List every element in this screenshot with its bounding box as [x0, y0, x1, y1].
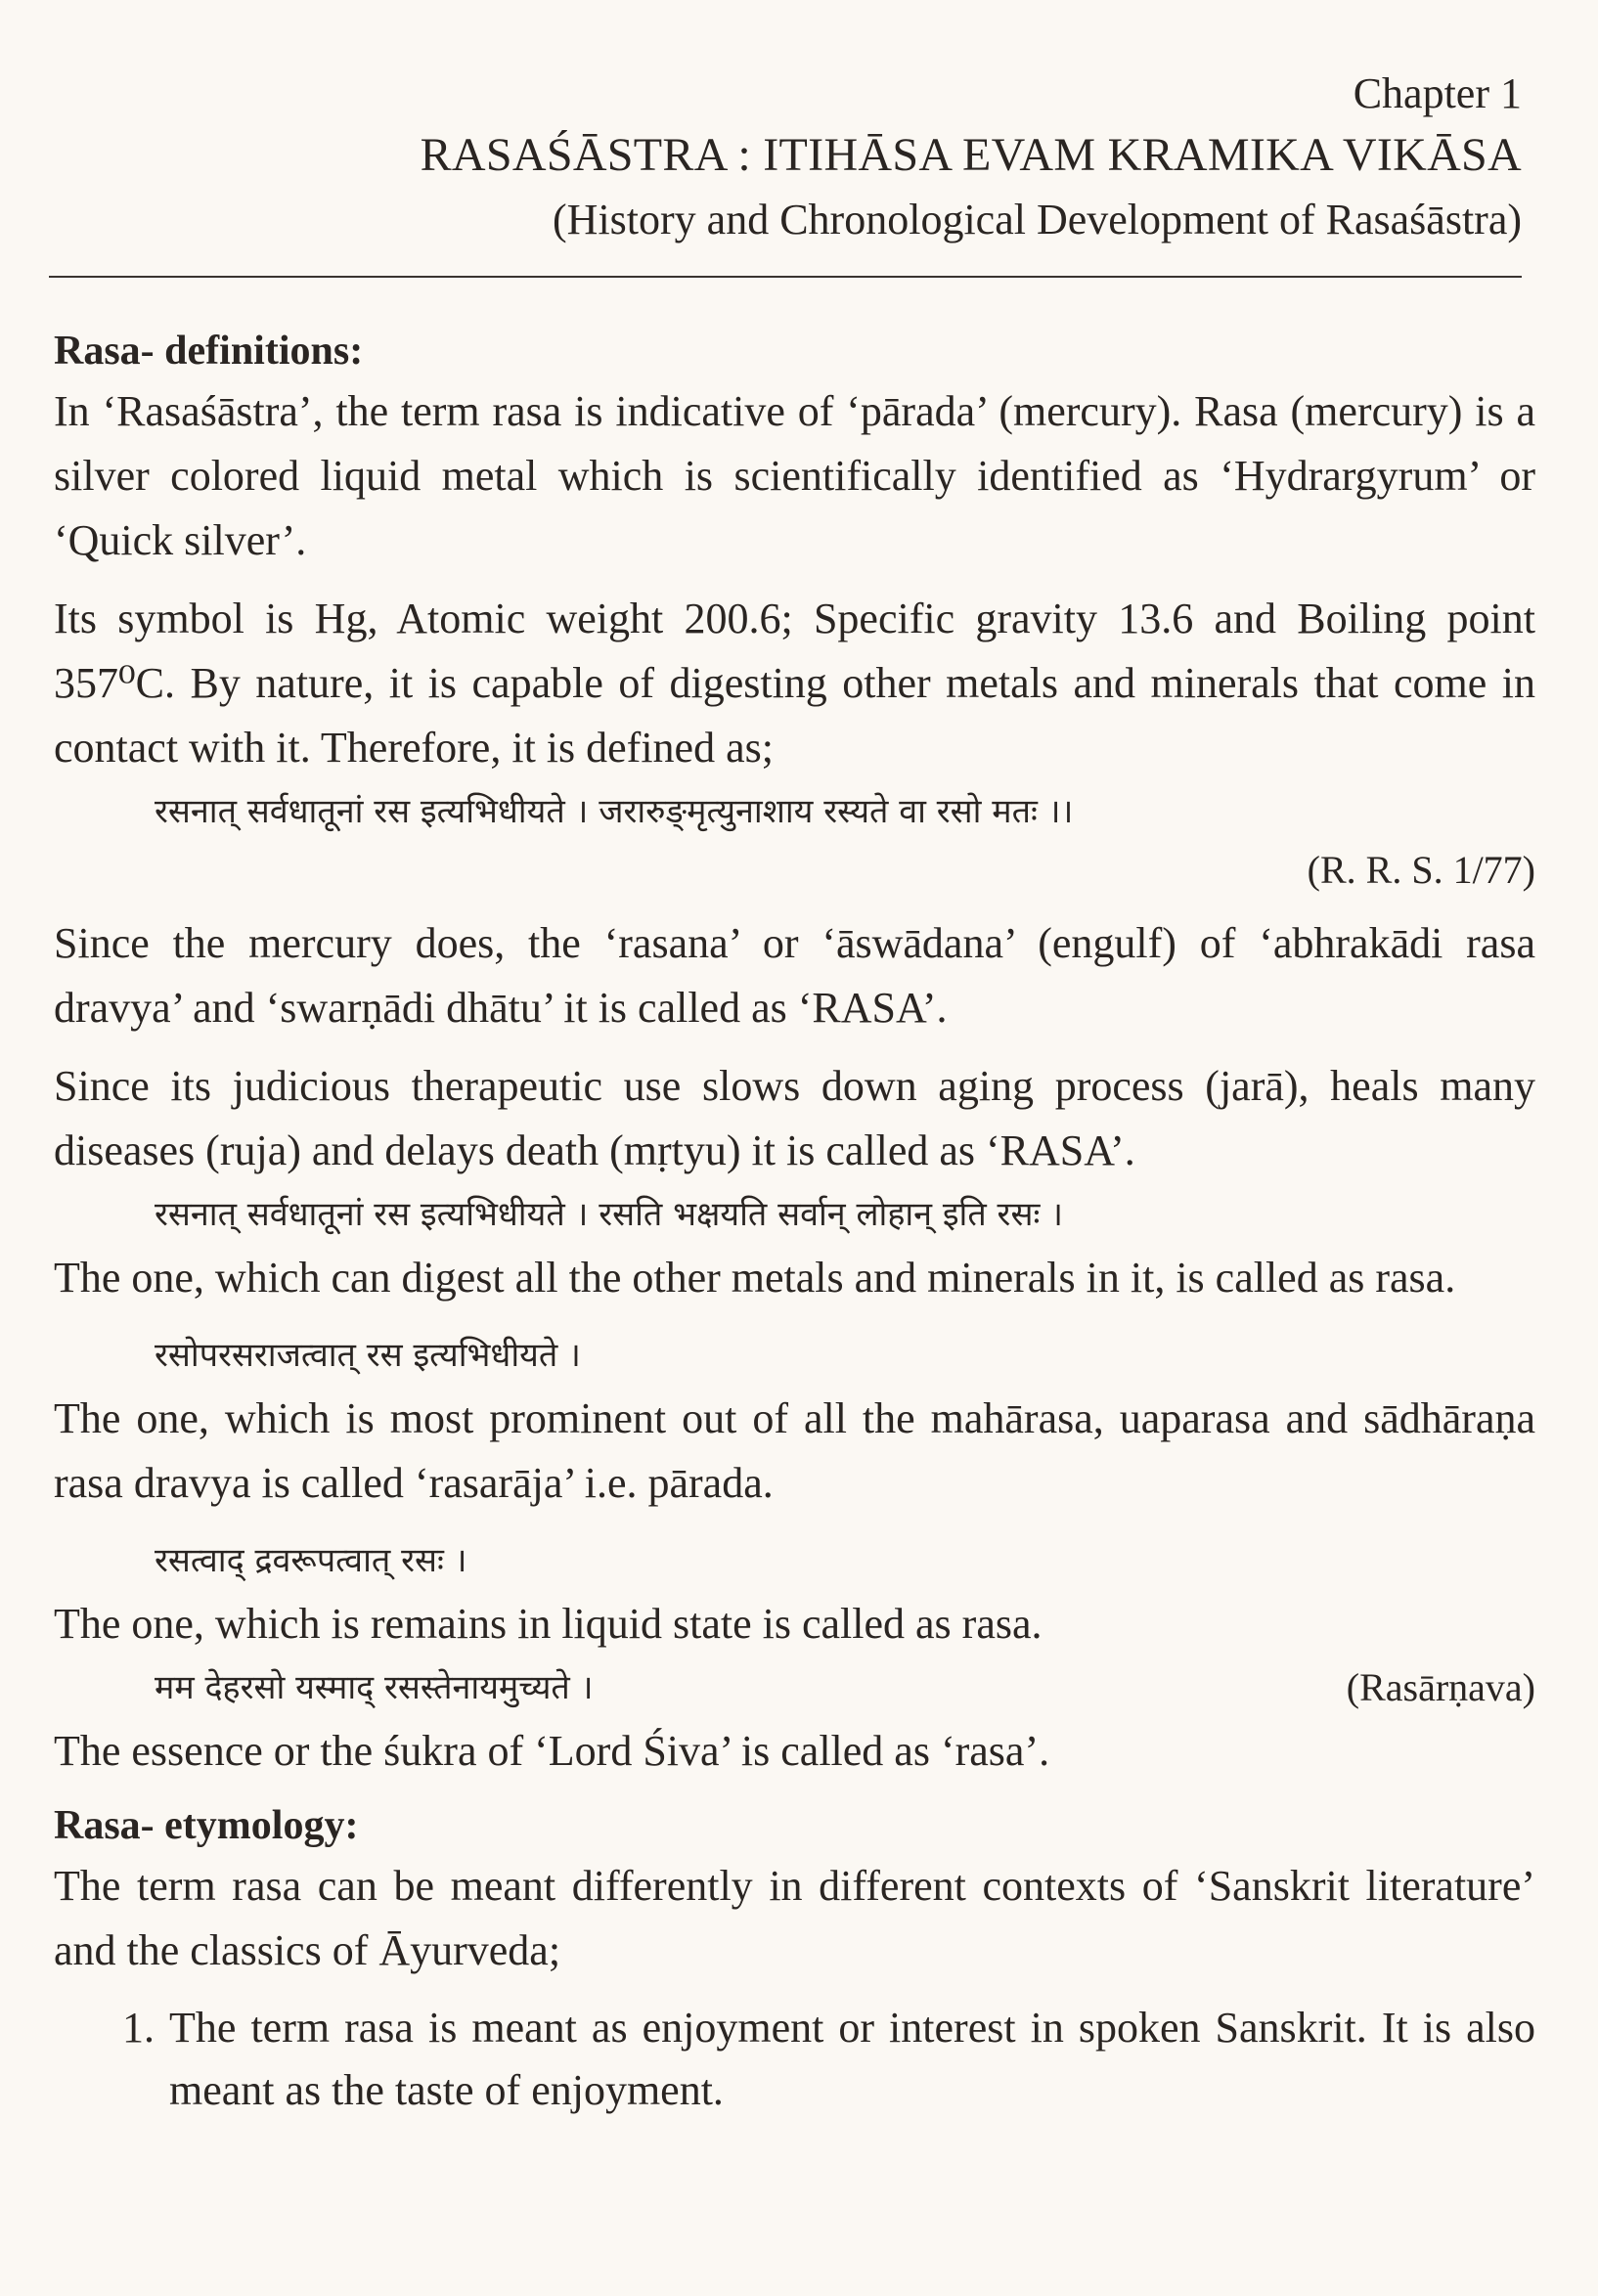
- spacer: [54, 573, 1535, 587]
- paragraph-rasana: Since the mercury does, the ‘rasana’ or ‘āswādana’ (engulf) of ‘abhrakādi rasa dravya’ and ‘swarṇādi dhātu’ it is called as ‘RASA’.: [54, 919, 1535, 1032]
- spacer: [54, 898, 1535, 911]
- paragraph-rasa-mercury: In ‘Rasaśāstra’, the term rasa is indicative of ‘pārada’ (mercury). Rasa (mercury) is a silver colored liquid metal which is scientifically identified as ‘Hydrargyrum’ or ‘Quick silver’.: [54, 387, 1535, 564]
- list-item: [54, 1997, 1535, 2122]
- chapter-number: Chapter 1: [1353, 69, 1522, 117]
- verse-reference-rasarnava: (Rasārṇava): [1346, 1665, 1535, 1709]
- paragraph-etymology-intro: The term rasa can be meant differently in different contexts of ‘Sanskrit literature’ and the classics of Āyurveda;: [54, 1862, 1535, 1974]
- sanskrit-verse-3: [54, 1324, 1535, 1387]
- chapter-header: [421, 68, 1522, 250]
- spacer: [54, 1310, 1535, 1324]
- paragraph-rasaraja: The one, which is most prominent out of all the mahārasa, uaparasa and sādhāraṇa rasa dravya is called ‘rasarāja’ i.e. pārada.: [54, 1394, 1535, 1507]
- spacer: [54, 1040, 1535, 1054]
- chapter-title: RASAŚĀSTRA : ITIHĀSA EVAM KRAMIKA VIKĀSA: [420, 129, 1522, 181]
- sanskrit-verse-5: [54, 1656, 1535, 1719]
- paragraph-liquid-state: The one, which is remains in liquid state is called as rasa.: [54, 1600, 1043, 1648]
- chapter-body: [54, 323, 1535, 2122]
- verse-text: रसत्वाद् द्रवरूपत्वात् रसः ।: [155, 1541, 467, 1580]
- list-item-text: The term rasa is meant as enjoyment or interest in spoken Sanskrit. It is also meant as the taste of enjoyment.: [169, 2004, 1535, 2114]
- sanskrit-verse-1: [54, 780, 1535, 843]
- verse-text: रसोपरसराजत्वात् रस इत्यभिधीयते ।: [155, 1336, 581, 1375]
- sanskrit-verse-4: [54, 1529, 1535, 1592]
- paragraph-therapeutic-use: Since its judicious therapeutic use slows down aging process (jarā), heals many diseases (ruja) and delays death (mṛtyu) it is called as ‘RASA’.: [54, 1062, 1535, 1174]
- sanskrit-verse-2: [54, 1183, 1535, 1246]
- paragraph-essence-siva: The essence or the śukra of ‘Lord Śiva’ is called as ‘rasa’.: [54, 1727, 1050, 1775]
- section-heading-definitions: Rasa- definitions:: [54, 329, 364, 374]
- spacer: [54, 1516, 1535, 1529]
- chapter-subtitle: (History and Chronological Development of Rasaśāstra): [553, 196, 1522, 243]
- verse-text: रसनात् सर्वधातूनां रस इत्यभिधीयते । रसति भक्षयति सर्वान् लोहान् इति रसः ।: [155, 1195, 1063, 1234]
- verse-text: मम देहरसो यस्माद् रसस्तेनायमुच्यते ।: [155, 1668, 594, 1707]
- spacer: [54, 1983, 1535, 1997]
- section-heading-etymology: Rasa- etymology:: [54, 1803, 359, 1848]
- paragraph-digest-metals: The one, which can digest all the other metals and minerals in it, is called as rasa.: [54, 1254, 1456, 1302]
- paragraph-properties: Its symbol is Hg, Atomic weight 200.6; Specific gravity 13.6 and Boiling point 357⁰C. By nature, it is capable of digesting other metals and minerals that come in contact with it. Therefore, it is defined as;: [54, 595, 1535, 772]
- spacer: [54, 1784, 1535, 1797]
- header-divider: [49, 276, 1522, 278]
- verse-text: रसनात् सर्वधातूनां रस इत्यभिधीयते । जरारुङ्मृत्युनाशाय रस्यते वा रसो मतः ।।: [155, 792, 1074, 831]
- etymology-list: [54, 1997, 1535, 2122]
- verse-reference-rrs: (R. R. S. 1/77): [1307, 848, 1535, 892]
- list-item-number: 1.: [122, 2004, 155, 2052]
